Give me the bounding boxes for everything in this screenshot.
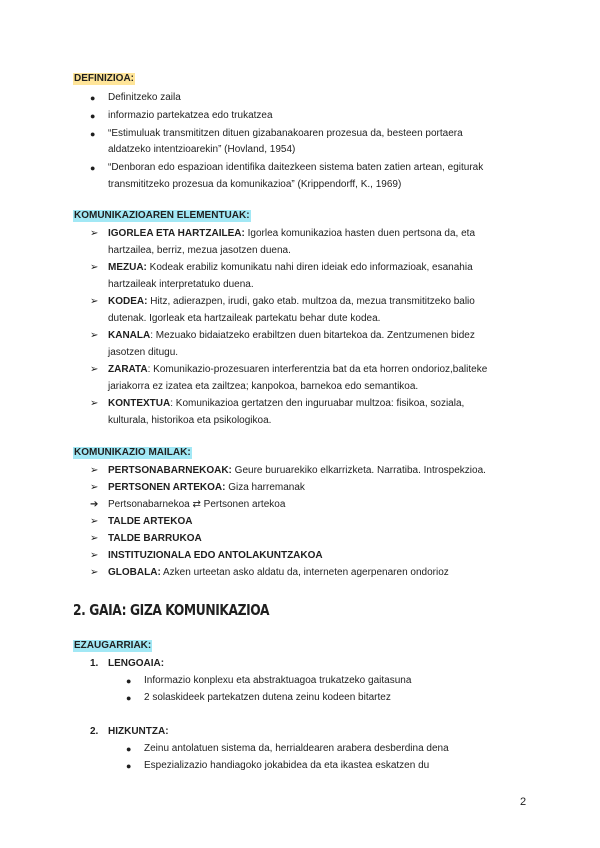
- definizioa-heading: DEFINIZIOA:: [74, 73, 134, 84]
- subsection-item: Informazio konplexu eta abstraktuagoa trukatzeko gaitasuna: [144, 675, 412, 686]
- arrow-bullet-icon: ➢: [90, 482, 99, 493]
- elementuak-heading: KOMUNIKAZIOAREN ELEMENTUAK:: [74, 210, 250, 221]
- mailak-heading: KOMUNIKAZIO MAILAK:: [74, 447, 191, 458]
- bullet-dot: ●: [126, 761, 132, 771]
- elementu-item: IGORLEA ETA HARTZAILEA: Igorlea komunikazioa hasten duen pertsona da, eta: [108, 228, 475, 239]
- bullet-dot: ●: [90, 111, 96, 121]
- arrow-bullet-icon: ➢: [90, 398, 99, 409]
- ezaugarriak-heading: EZAUGARRIAK:: [74, 640, 152, 651]
- maila-item: TALDE BARRUKOA: [108, 533, 202, 544]
- bullet-dot: ●: [90, 163, 96, 173]
- definizioa-item: informazio partekatzea edo trukatzea: [108, 110, 273, 121]
- subsection-item: 2 solaskideek partekatzen dutena zeinu kodeen bitartez: [144, 692, 391, 703]
- elementu-item-cont: jasotzen ditugu.: [108, 347, 179, 358]
- maila-item: GLOBALA: Azken urteetan asko aldatu da, interneten agerpenaren ondorioz: [108, 567, 449, 578]
- elementu-item-cont: hartzaileak interpretatuko duena.: [108, 279, 254, 290]
- elementu-item-cont: dutenak. Igorleak eta hartzaileak partekatu behar dute kodea.: [108, 313, 381, 324]
- arrow-bullet-icon: ➢: [90, 516, 99, 527]
- elementu-item: MEZUA: Kodeak erabiliz komunikatu nahi diren ideiak edo informazioak, esanahia: [108, 262, 473, 273]
- bullet-dot: ●: [126, 676, 132, 686]
- maila-item: PERTSONABARNEKOAK: Geure buruarekiko elkarrizketa. Narratiba. Introspekzioa.: [108, 465, 486, 476]
- bullet-dot: ●: [90, 129, 96, 139]
- elementu-item-cont: jariakorra ez izatea eta zailtzea; kanpokoa, barnekoa edo semantikoa.: [108, 381, 419, 392]
- arrow-bullet-icon: ➢: [90, 262, 99, 273]
- definizioa-item: “Estimuluak transmititzen dituen gizabanakoaren prozesua da, besteen portaera: [108, 128, 463, 139]
- subsection-item: Zeinu antolatuen sistema da, herrialdearen arabera desberdina dena: [144, 743, 449, 754]
- definizioa-item-cont: aldatzeko intentzioarekin” (Hovland, 1954): [108, 144, 296, 155]
- maila-item: PERTSONEN ARTEKOA: Giza harremanak: [108, 482, 305, 493]
- arrow-bullet-icon: ➢: [90, 465, 99, 476]
- arrow-bullet-icon: ➢: [90, 330, 99, 341]
- arrow-bullet-icon: ➢: [90, 296, 99, 307]
- maila-item: TALDE ARTEKOA: [108, 516, 193, 527]
- arrow-bullet-icon: ➢: [90, 228, 99, 239]
- arrow-bullet-icon: ➢: [90, 533, 99, 544]
- elementu-item: KANALA: Mezuako bidaiatzeko erabiltzen duen bitartekoa da. Zentzumenen bidez: [108, 330, 475, 341]
- bullet-dot: ●: [126, 744, 132, 754]
- section-title: 2. GAIA: GIZA KOMUNIKAZIOA: [73, 601, 270, 619]
- maila-item: INSTITUZIONALA EDO ANTOLAKUNTZAKOA: [108, 550, 323, 561]
- definizioa-item: “Denboran edo espazioan identifika daitezkeen sistema baten zatien artean, egiturak: [108, 162, 484, 173]
- maila-item: Pertsonabarnekoa ⇄ Pertsonen artekoa: [108, 499, 286, 510]
- definizioa-item: Definitzeko zaila: [108, 92, 181, 103]
- elementu-item-cont: hartzailea, berriz, mezua jasotzen duena.: [108, 245, 291, 256]
- bullet-dot: ●: [90, 93, 96, 103]
- list-number: 1.: [90, 658, 99, 669]
- elementu-item: KODEA: Hitz, adierazpen, irudi, gako etab. multzoa da, mezua transmititzeko balio: [108, 296, 475, 307]
- subsection-title: LENGOAIA:: [108, 658, 165, 669]
- list-number: 2.: [90, 726, 99, 737]
- right-arrow-icon: ➔: [90, 499, 99, 510]
- page-number: 2: [520, 796, 527, 808]
- definizioa-item-cont: transmititzeko prozesua da komunikazioa” (Krippendorff, K., 1969): [108, 179, 402, 190]
- elementu-item-cont: kulturala, historikoa eta psikologikoa.: [108, 415, 272, 426]
- elementu-item: ZARATA: Komunikazio-prozesuaren interferentzia bat da eta horren ondorioz,baliteke: [108, 364, 488, 375]
- arrow-bullet-icon: ➢: [90, 364, 99, 375]
- subsection-title: HIZKUNTZA:: [108, 726, 169, 737]
- arrow-bullet-icon: ➢: [90, 567, 99, 578]
- elementu-item: KONTEXTUA: Komunikazioa gertatzen den inguruabar multzoa: fisikoa, soziala,: [108, 398, 465, 409]
- bullet-dot: ●: [126, 693, 132, 703]
- arrow-bullet-icon: ➢: [90, 550, 99, 561]
- subsection-item: Espezializazio handiagoko jokabidea da eta ikastea eskatzen du: [144, 760, 430, 771]
